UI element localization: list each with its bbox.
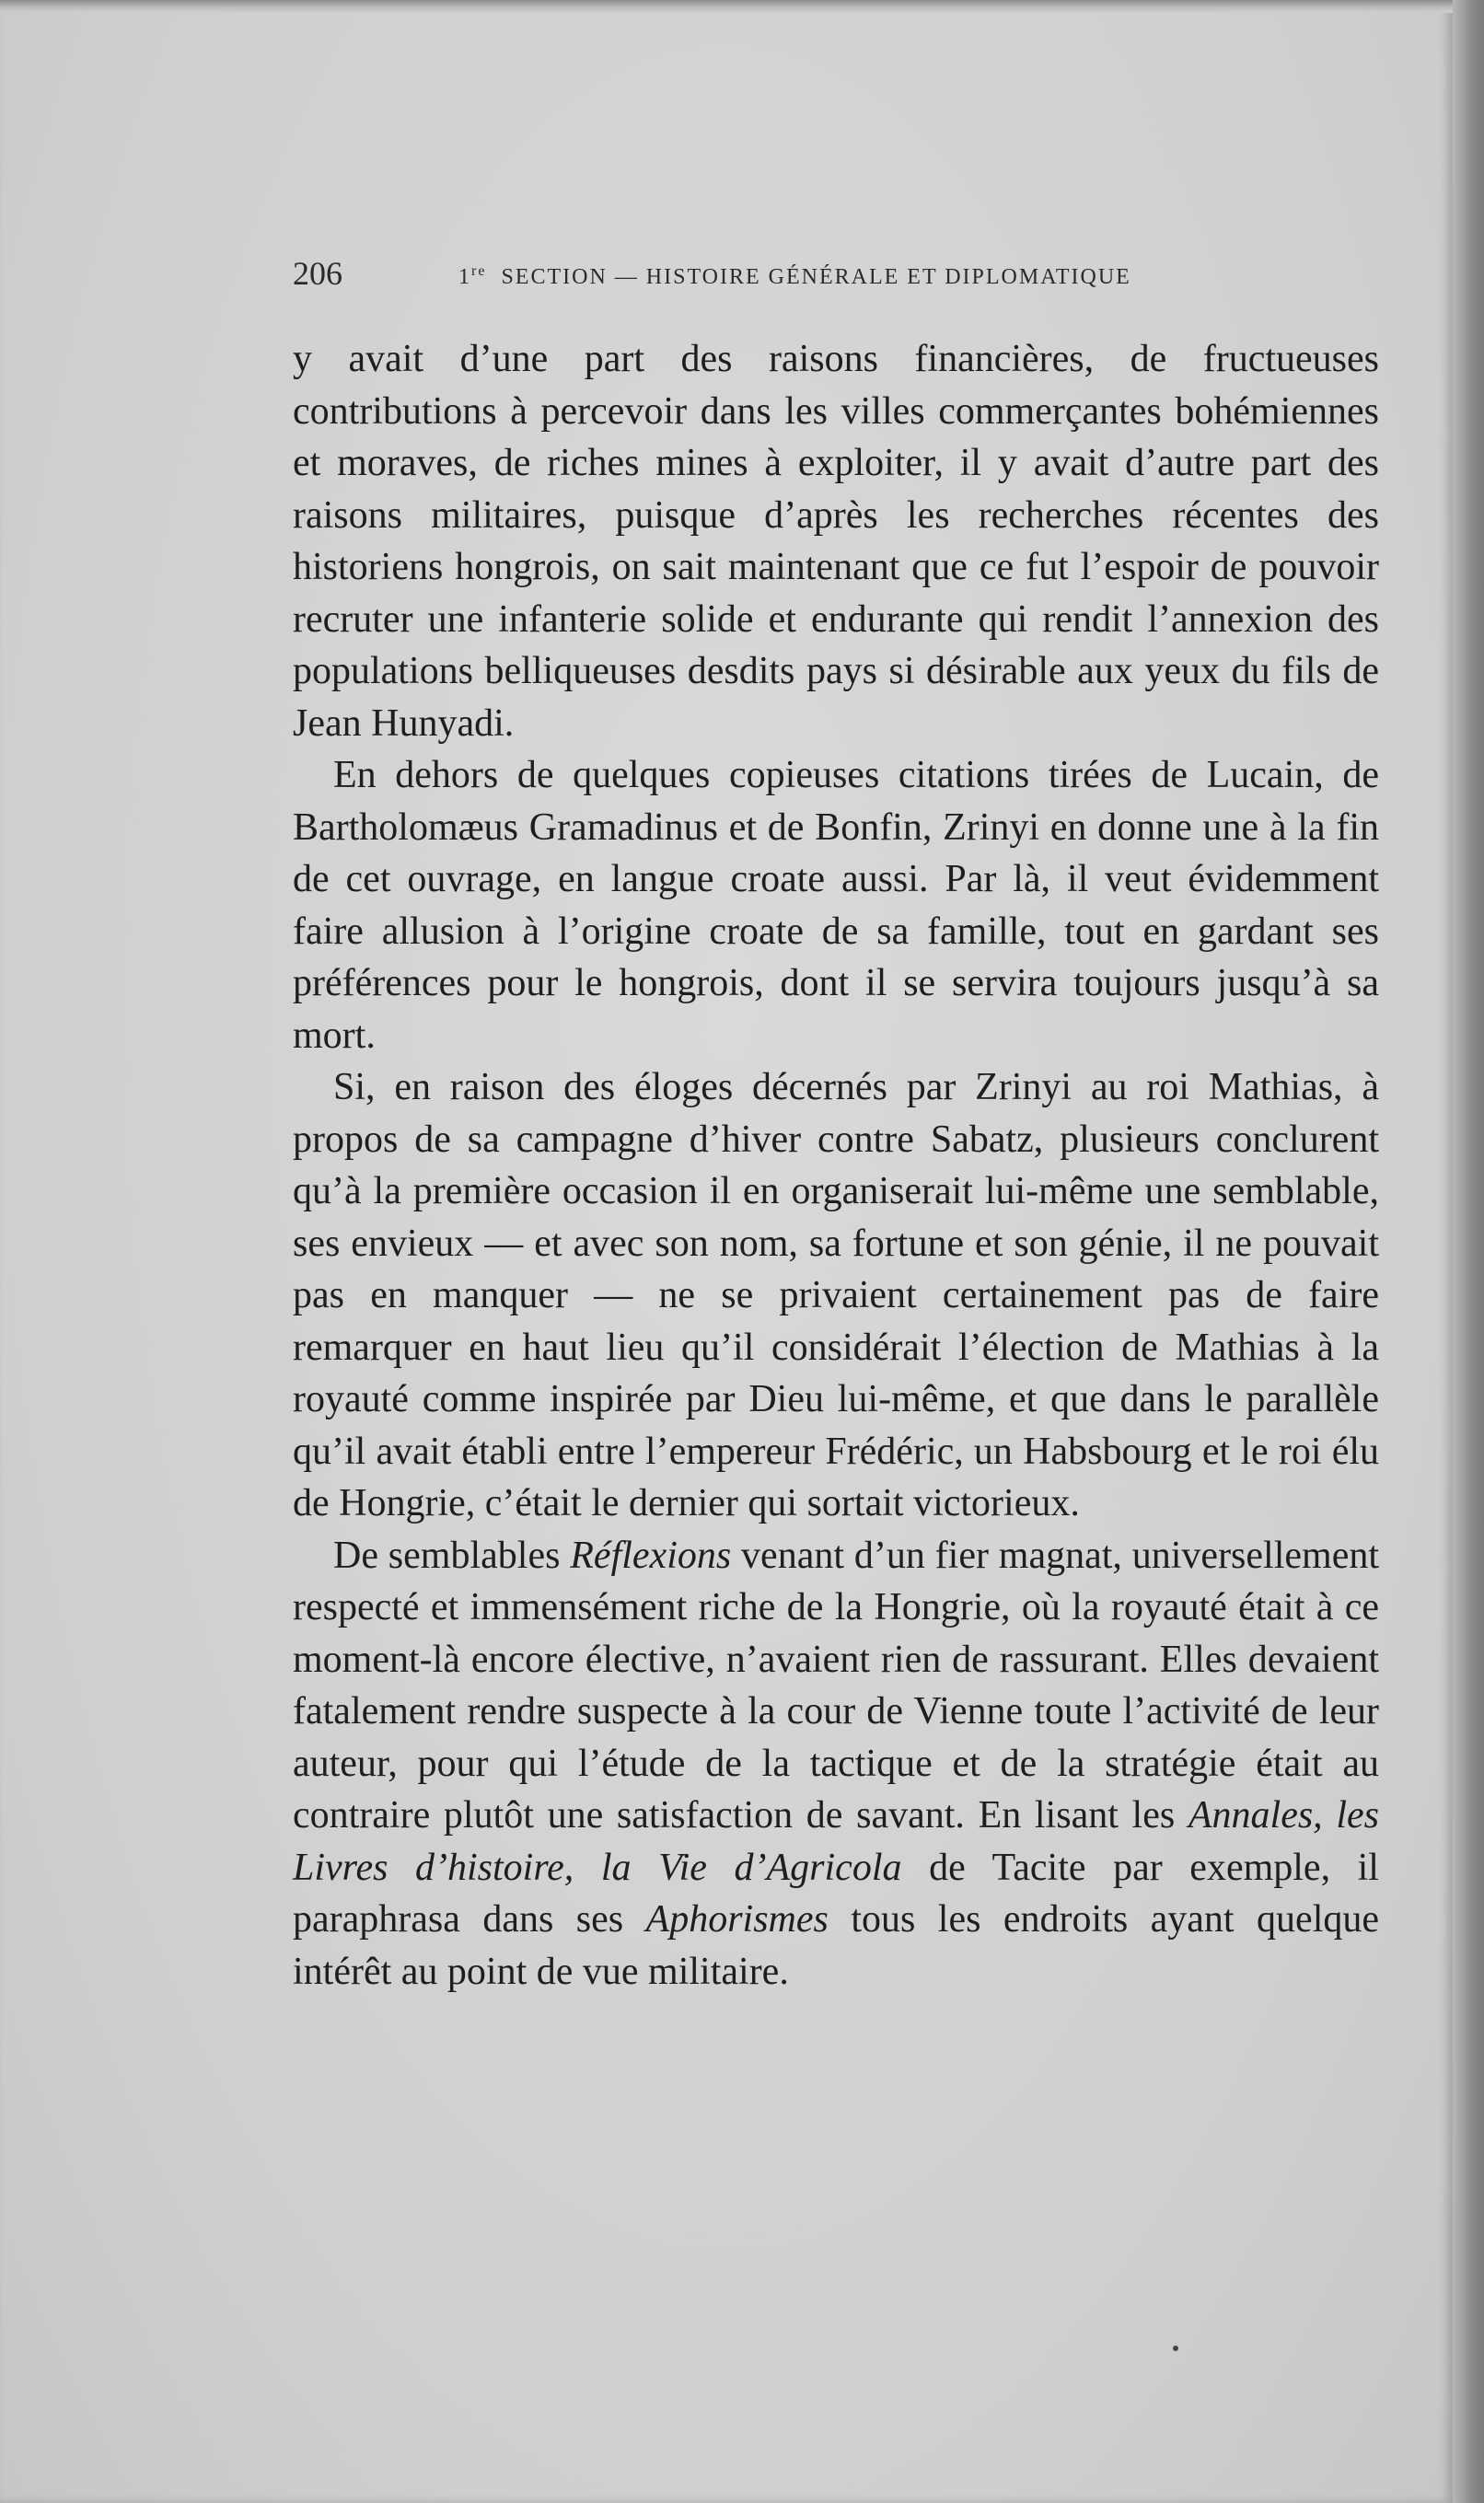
ink-speck (1173, 2346, 1178, 2351)
paragraph-4 (293, 1530, 1379, 1999)
paragraph-4-text-a: De semblables (333, 1534, 571, 1577)
section-superscript: re (471, 263, 487, 279)
header-title (458, 263, 1131, 290)
paragraph-2: En dehors de quelques copieuses citations tirées de Lucain, de Bartholomæus Gramadinus et de Bonfin, Zrinyi en donne une à la fin de cet ouvrage, en langue croate aussi. Par là, il veut évidemment faire allusion à l’origine croate de sa famille, tout en gardant ses préférences pour le hongrois, dont il se servira toujours jusqu’à sa mort. (293, 754, 1379, 1057)
paragraph-4-text-g: tous les endroits ayant quelque intérêt au point de vue militaire. (293, 1898, 1380, 1993)
page-right-edge (1453, 0, 1484, 2503)
section-prefix: 1 (458, 265, 471, 289)
section-title: SECTION — HISTOIRE GÉNÉRALE ET DIPLOMATIQUE (501, 265, 1131, 289)
running-head (293, 254, 1269, 300)
body-text (293, 333, 1379, 1998)
paragraph-1: y avait d’une part des raisons financières, de fructueuses contributions à percevoir dans les villes commerçantes bohémiennes et moraves, de riches mines à exploiter, il y avait d’autre part des raisons militaires, puisque d’après les recherches récentes des historiens hongrois, on sait maintenant que ce fut l’espoir de pouvoir recruter une infanterie solide et endurante qui rendit l’annexion des populations belliqueuses desdits pays si désirable aux yeux du fils de Jean Hunyadi. (293, 338, 1379, 745)
paragraph-4-text-c: venant d’un fier magnat, universellement respecté et immensément riche de la Hongrie, où la royauté était à ce moment-là encore élective, n’avaient rien de rassurant. Elles devaient fatalement rendre suspecte à la cour de Vienne toute l’activité de leur auteur, pour qui l’étude de la tactique et de la stratégie était au contraire plutôt une satisfaction de savant. En lisant les (293, 1534, 1380, 1837)
paragraph-4-text-e: de Tacite par exemple, il paraphrasa dans ses (293, 1846, 1379, 1941)
tacitus-works-title: Annales, les Livres d’histoire, la Vie d’Agricola (293, 1794, 1380, 1889)
page-number: 206 (293, 255, 342, 292)
aphorismes-title: Aphorismes (645, 1898, 829, 1941)
reflexions-title: Réflexions (570, 1534, 732, 1577)
paragraph-3: Si, en raison des éloges décernés par Zrinyi au roi Mathias, à propos de sa campagne d’hiver contre Sabatz, plusieurs conclurent qu’à la première occasion il en organiserait lui-même une semblable, ses envieux — et avec son nom, sa fortune et son génie, il ne pouvait pas en manquer — ne se privaient certainement pas de faire remarquer en haut lieu qu’il considérait l’élection de Mathias à la royauté comme inspirée par Dieu lui-même, et que dans le parallèle qu’il avait établi entre l’empereur Frédéric, un Habsbourg et le roi élu de Hongrie, c’était le dernier qui sortait victorieux. (293, 1066, 1379, 1524)
page-top-edge (0, 0, 1453, 13)
